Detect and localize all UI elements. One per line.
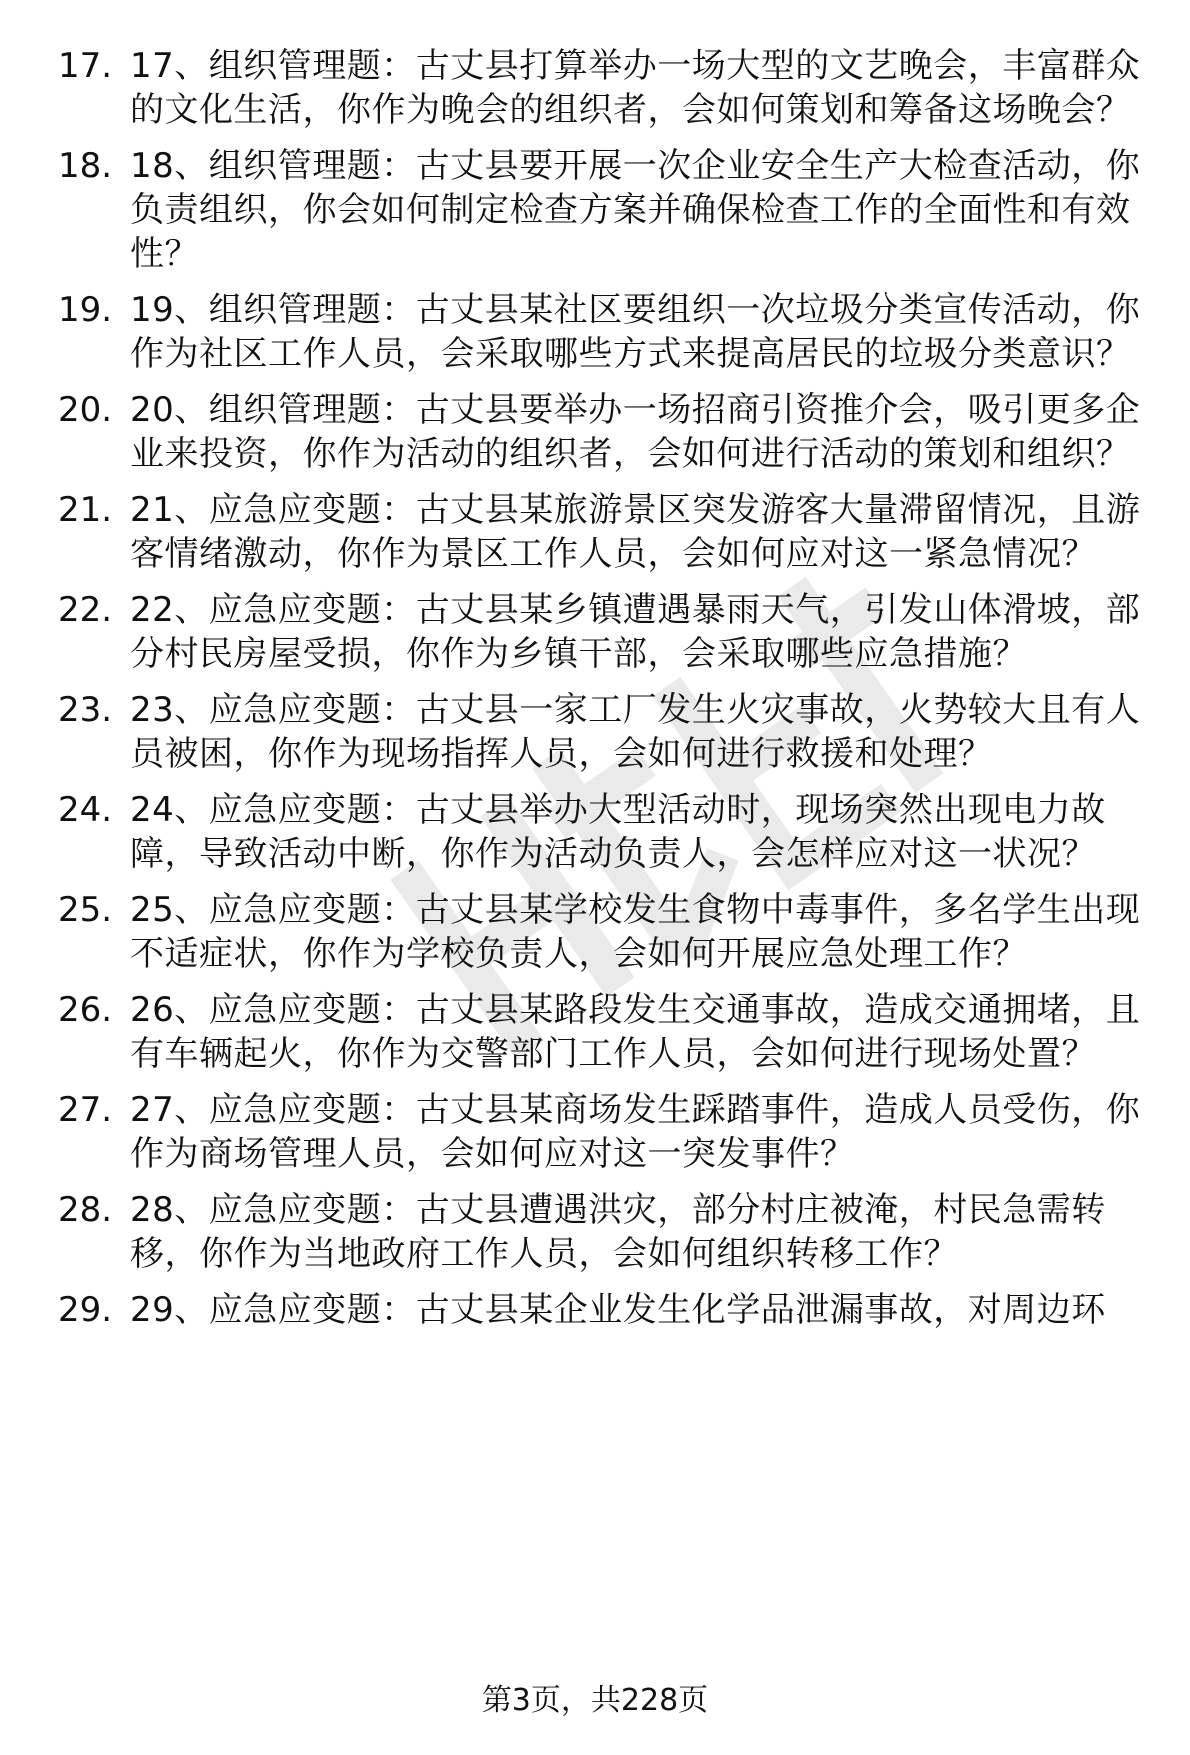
question-item (58, 144, 1158, 276)
question-text: 23、应急应变题：古丈县一家工厂发生火灾事故，火势较大且有人员被困，你作为现场指挥人员，会如何进行救援和处理？ (130, 690, 1141, 774)
question-number: 27. (58, 1090, 113, 1130)
question-text: 25、应急应变题：古丈县某学校发生食物中毒事件，多名学生出现不适症状，你作为学校负责人，会如何开展应急处理工作？ (130, 890, 1141, 974)
page-footer: 第3页，共228页 (481, 1683, 709, 1718)
question-text: 26、应急应变题：古丈县某路段发生交通事故，造成交通拥堵，且有车辆起火，你作为交警部门工作人员，会如何进行现场处置？ (130, 990, 1141, 1074)
question-number: 20. (58, 390, 113, 430)
question-item (58, 1288, 1158, 1332)
question-item (58, 1188, 1158, 1276)
question-number: 25. (58, 890, 113, 930)
question-number: 18. (58, 146, 113, 186)
question-list (58, 44, 1158, 1344)
question-item (58, 488, 1158, 576)
question-item (58, 44, 1158, 132)
question-text: 28、应急应变题：古丈县遭遇洪灾，部分村庄被淹，村民急需转移，你作为当地政府工作人员，会如何组织转移工作？ (130, 1190, 1106, 1274)
question-number: 28. (58, 1190, 113, 1230)
question-item (58, 888, 1158, 976)
question-number: 22. (58, 590, 113, 630)
question-text: 24、应急应变题：古丈县举办大型活动时，现场突然出现电力故障，导致活动中断，你作为活动负责人，会怎样应对这一状况？ (130, 790, 1106, 874)
question-text: 22、应急应变题：古丈县某乡镇遭遇暴雨天气，引发山体滑坡，部分村民房屋受损，你作为乡镇干部，会采取哪些应急措施？ (130, 590, 1141, 674)
question-item (58, 388, 1158, 476)
question-item (58, 288, 1158, 376)
question-text: 20、组织管理题：古丈县要举办一场招商引资推介会，吸引更多企业来投资，你作为活动的组织者，会如何进行活动的策划和组织？ (130, 390, 1141, 474)
question-number: 29. (58, 1290, 113, 1330)
question-text: 18、组织管理题：古丈县要开展一次企业安全生产大检查活动，你负责组织，你会如何制定检查方案并确保检查工作的全面性和有效性？ (130, 146, 1141, 274)
question-item (58, 988, 1158, 1076)
question-text: 17、组织管理题：古丈县打算举办一场大型的文艺晚会，丰富群众的文化生活，你作为晚会的组织者，会如何策划和筹备这场晚会？ (130, 46, 1141, 130)
question-text: 27、应急应变题：古丈县某商场发生踩踏事件，造成人员受伤，你作为商场管理人员，会如何应对这一突发事件？ (130, 1090, 1141, 1174)
question-text: 29、应急应变题：古丈县某企业发生化学品泄漏事故，对周边环 (130, 1290, 1106, 1330)
question-number: 23. (58, 690, 113, 730)
question-text: 19、组织管理题：古丈县某社区要组织一次垃圾分类宣传活动，你作为社区工作人员，会采取哪些方式来提高居民的垃圾分类意识？ (130, 290, 1141, 374)
question-item (58, 588, 1158, 676)
question-item (58, 788, 1158, 876)
question-item (58, 688, 1158, 776)
question-number: 19. (58, 290, 113, 330)
question-text: 21、应急应变题：古丈县某旅游景区突发游客大量滞留情况，且游客情绪激动，你作为景区工作人员，会如何应对这一紧急情况？ (130, 490, 1141, 574)
question-number: 26. (58, 990, 113, 1030)
question-item (58, 1088, 1158, 1176)
question-number: 21. (58, 490, 113, 530)
question-number: 17. (58, 46, 113, 86)
question-number: 24. (58, 790, 113, 830)
